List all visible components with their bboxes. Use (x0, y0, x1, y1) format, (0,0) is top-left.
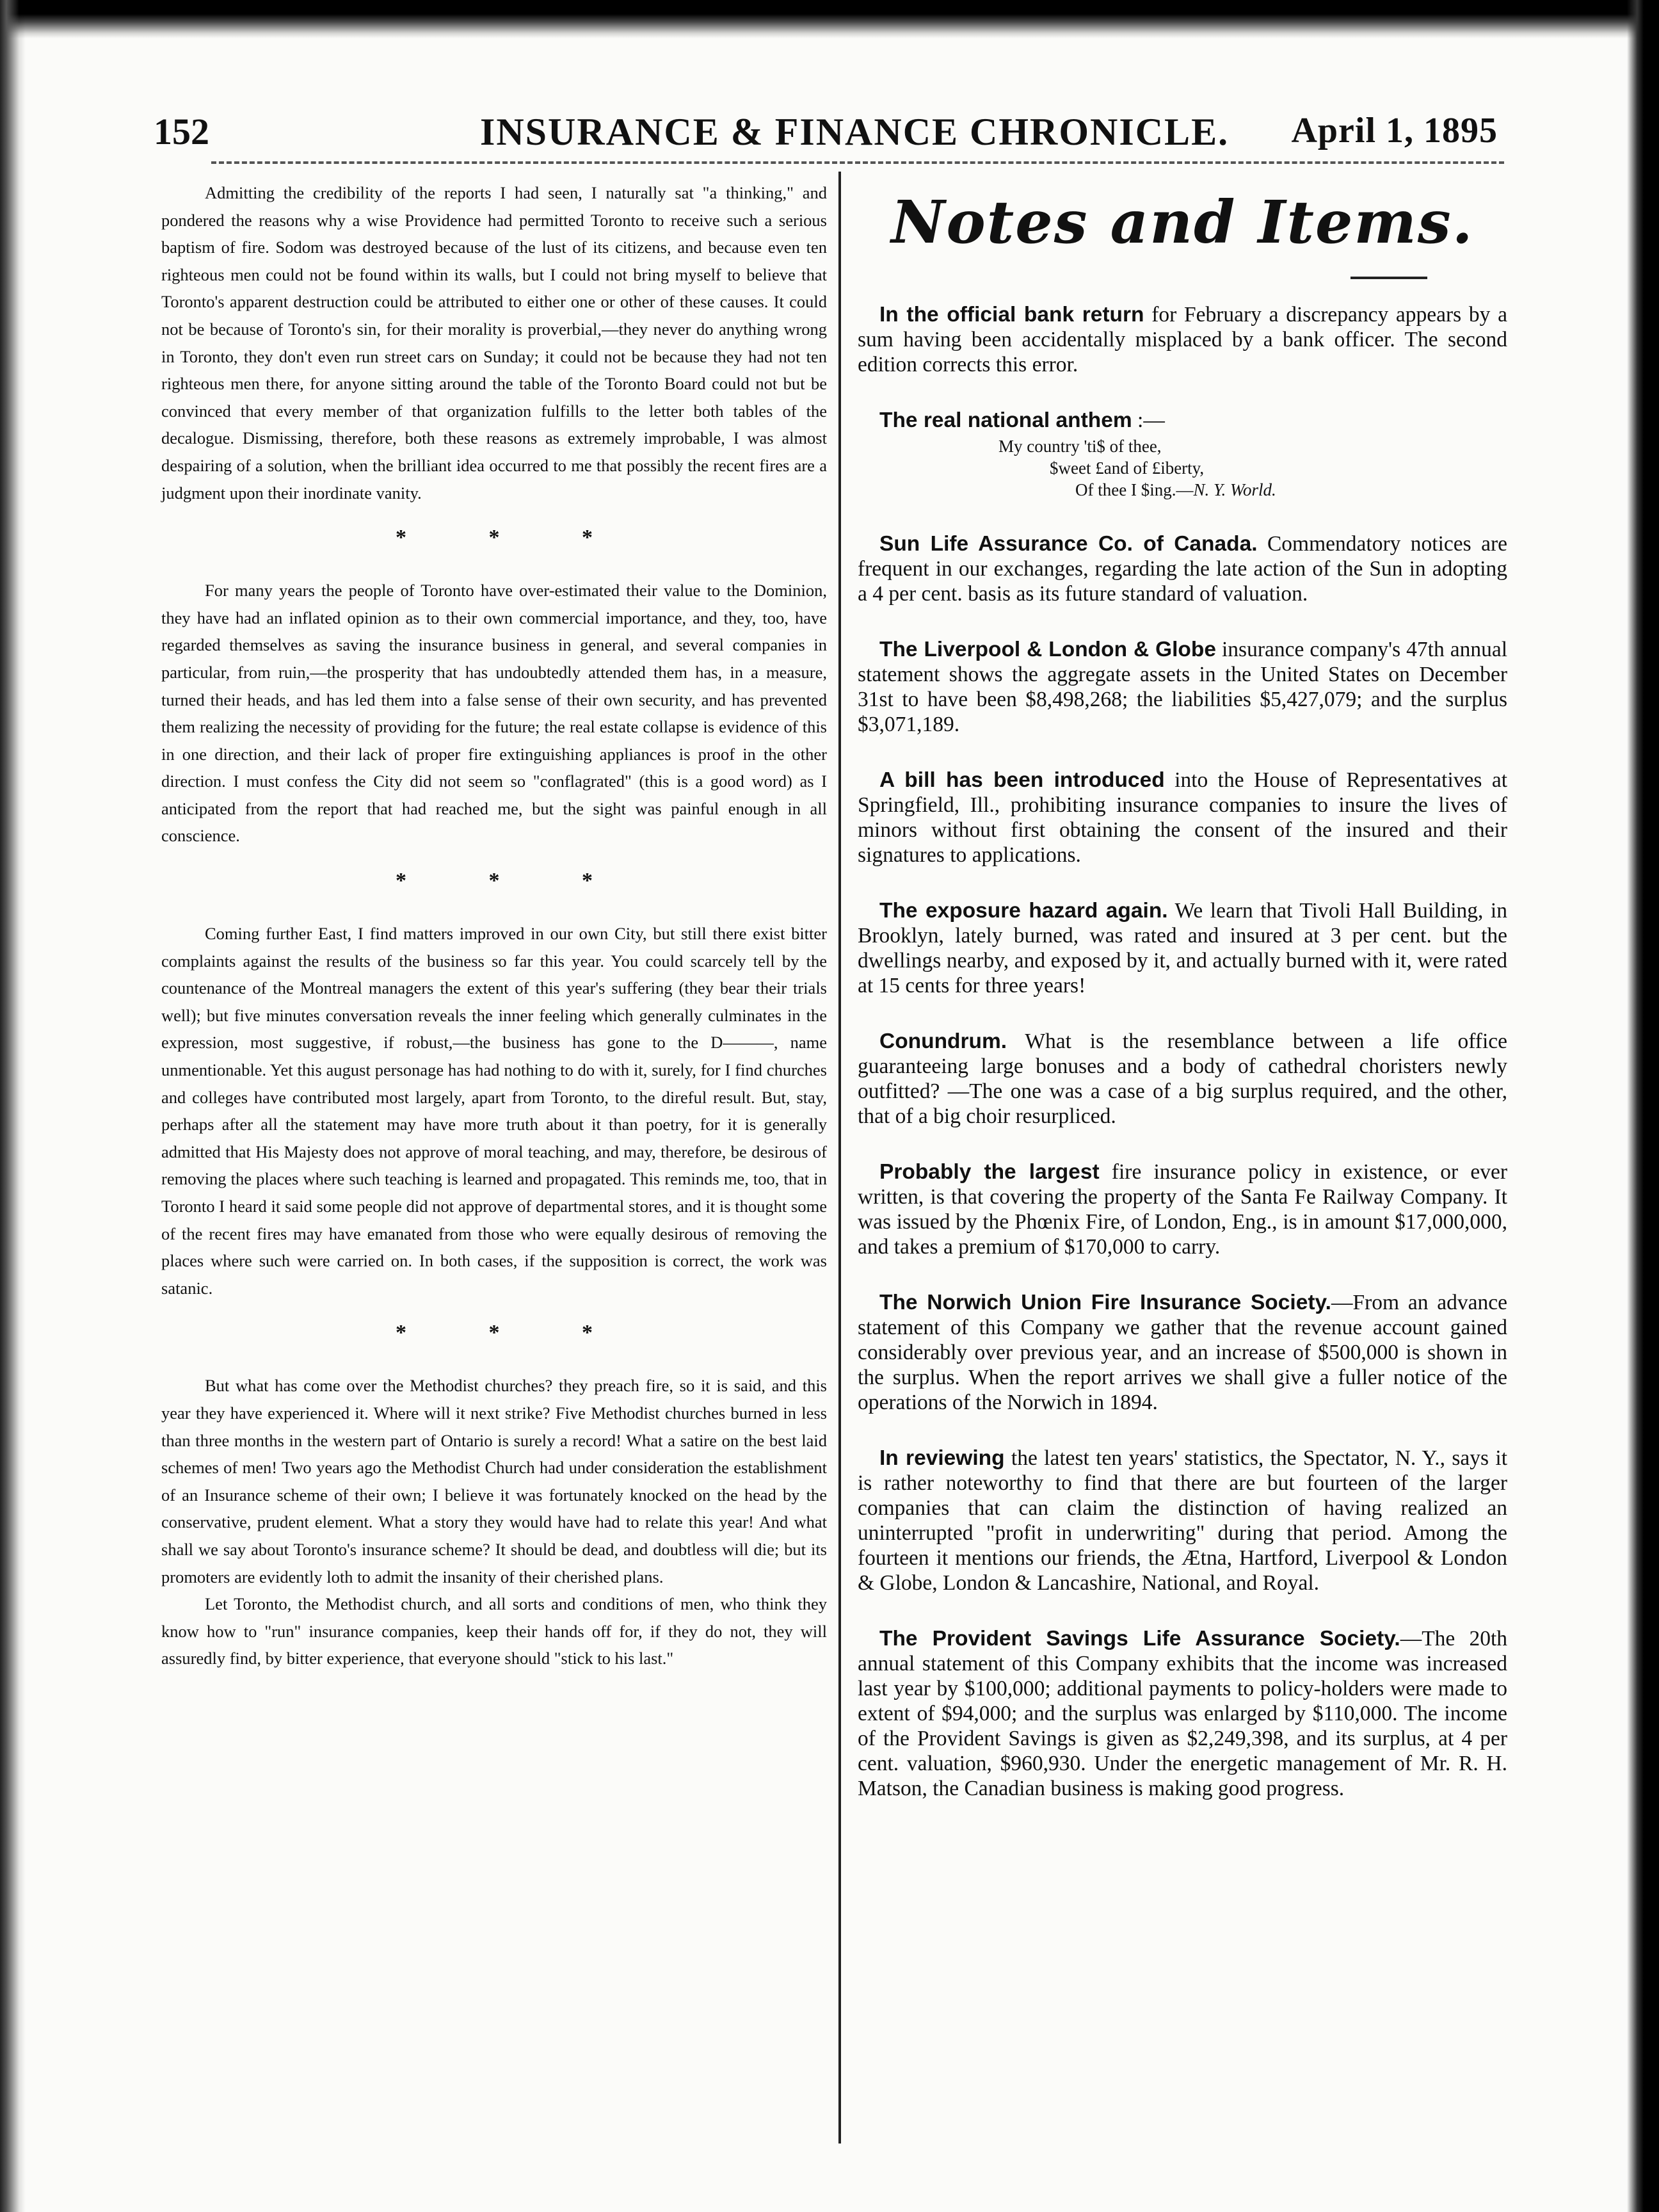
section-separator: * * * (396, 869, 631, 893)
item-body: fire insurance policy in existence, or ever written, is that covering the property of the Santa Fe Railway Company. It was issued by the Phœnix Fire, of London, Eng., is in amount $17,000,000, and takes a premium of $170,000 to carry. (858, 1160, 1508, 1259)
header-rule (211, 161, 1504, 164)
left-column (161, 179, 827, 1672)
section-separator: * * * (396, 1321, 631, 1345)
right-column (858, 174, 1507, 1832)
item-lead: Conundrum. (879, 1029, 1007, 1053)
page-number: 152 (154, 111, 209, 152)
item-lead: The Liverpool & London & Globe (879, 638, 1216, 661)
news-item (858, 768, 1507, 868)
verse-line-text: Of thee I $ing.— (1075, 480, 1194, 499)
anthem-verse (858, 435, 1507, 501)
item-body: for February a discrepancy appears by a sum having been accidentally misplaced by a bank officer. The second edition corrects this error. (858, 303, 1507, 376)
item-body: —From an advance statement of this Company we gather that the revenue account gained considerably over previous year, and an increase of $500,000 is shown in the surplus. When the report arrives we shall give a fuller notice of the operations of the Norwich in 1894. (858, 1291, 1507, 1414)
news-item (858, 408, 1507, 501)
item-body: :— (1132, 408, 1165, 432)
item-lead: In reviewing (879, 1446, 1005, 1470)
scan-edge-right (1627, 0, 1659, 2212)
item-lead: The exposure hazard again. (879, 899, 1168, 923)
news-item (858, 1290, 1507, 1415)
article-paragraph: Admitting the credibility of the reports I had seen, I naturally sat "a thinking," and pondered the reasons why a wise Providence had permitted Toronto to receive such a serious baptism of fire. Sodom was destroyed because of the lust of its citizens, and because even ten righteous men could not be found within its walls, but I could not bring myself to believe that Toronto's apparent destruction could be attributed to either one or other of these causes. It could not be because of Toronto's sin, for their morality is proverbial,—they never do anything wrong in Toronto, they don't even run street cars on Sunday; it could not be because they had not ten righteous men there, for anyone sitting around the table of the Toronto Board could not but be convinced that every member of that organization fulfills to the letter both tables of the decalogue. Dismissing, therefore, both these reasons as extremely improbable, I was almost despairing of a solution, when the brilliant idea occurred to me that possibly the recent fires are a judgment upon their inordinate vanity. (161, 183, 827, 503)
scan-edge-top (0, 0, 1659, 38)
item-lead: Probably the largest (879, 1160, 1100, 1184)
item-lead: The Provident Savings Life Assurance Society. (879, 1627, 1400, 1651)
article-paragraph: Let Toronto, the Methodist church, and all sorts and conditions of men, who think they know how to "run" insurance companies, keep their hands off for, if they do not, they will assuredly find, by bitter experience, that everyone should "stick to his last." (161, 1594, 827, 1668)
verse-attribution: N. Y. World. (1193, 480, 1276, 499)
item-body: Commendatory notices are frequent in our exchanges, regarding the late action of the Sun in adopting a 4 per cent. basis as its future standard of valuation. (858, 532, 1507, 606)
news-item (858, 531, 1507, 606)
item-lead: Sun Life Assurance Co. of Canada. (879, 532, 1258, 556)
news-item (858, 637, 1507, 737)
verse-line: $weet £and of £iberty, (1050, 458, 1205, 478)
item-body: the latest ten years' statistics, the Spectator, N. Y., says it is rather noteworthy to find that there are but fourteen of the larger companies that can claim the distinction of having realized an uninterrupted "profit in underwriting" during that period. Among the fourteen it mentions our friends, the Ætna, Hartford, Liverpool & London & Globe, London & Lancashire, National, and Royal. (858, 1446, 1507, 1595)
article-paragraph: For many years the people of Toronto have over-estimated their value to the Dominion, they have had an inflated opinion as to their own commercial importance, and they, too, have regarded themselves as saving the insurance business in general, and several companies in particular, from ruin,—the prosperity that has undoubtedly attended them has, in a measure, turned their heads, and has led them into a false sense of their own security, and has prevented them realizing the necessity of providing for the future; the real estate collapse is evidence of this in one direction, and their lack of proper fire extinguishing appliances is proof in the other direction. I must confess the City did not seem so "conflagrated" (this is a good word) as I anticipated from the report that had reached me, but the sight was painful enough in all conscience. (161, 581, 827, 846)
news-item (858, 1029, 1507, 1129)
article-paragraph: Coming further East, I find matters improved in our own City, but still there exist bitter complaints against the results of the business so far this year. You could scarcely tell by the countenance of the Montreal managers the extent of this year's suffering (they bear their trials well); but five minutes conversation reveals the inner feeling which generally culminates in the expression, most suggestive, if robust,—the business has gone to the D———, name unmentionable. Yet this august personage has had nothing to do with it, surely, for I find churches and colleges have contributed most largely, apart from Toronto, to the direful result. But, stay, perhaps after all the statement may have more truth about it than poetry, for it is generally admitted that His Majesty does not approve of moral teaching, and may, therefore, be desirous of removing the places where such teaching is learned and propagated. This reminds me, too, that in Toronto I heard it said some people did not approve of departmental stores, and it is thought some of the recent fires may have emanated from those who were equally desirous of removing the places where such were carried on. In both cases, if the supposition is correct, the work was satanic. (161, 924, 827, 1298)
item-lead: The real national anthem (879, 408, 1132, 432)
item-body: into the House of Representatives at Springfield, Ill., prohibiting insurance companies to insure the lives of minors without first obtaining the consent of the insured and their signatures to applications. (858, 768, 1508, 867)
section-separator: * * * (396, 526, 631, 550)
item-lead: A bill has been introduced (879, 768, 1165, 792)
scan-edge-left (0, 0, 26, 2212)
verse-line (858, 479, 1507, 501)
section-heading: Notes and Items. (891, 188, 1474, 257)
news-item (858, 1159, 1507, 1259)
issue-date: April 1, 1895 (1291, 111, 1498, 150)
item-body: What is the resemblance between a life office guaranteeing large bonuses and a body of cathedral choristers newly outfitted? —The one was a case of a big surplus required, and the other, that of a big choir resurpliced. (858, 1029, 1507, 1128)
page-header (154, 110, 1498, 161)
item-body: —The 20th annual statement of this Company exhibits that the income was increased last year by $100,000; additional payments to policy-holders were made to extent of $94,000; and the surplus was enlarged by $110,000. The income of the Provident Savings is given as $2,249,398, and its surplus, at 4 per cent. valuation, $960,930. Under the energetic management of Mr. R. H. Matson, the Canadian business is making good progress. (858, 1627, 1508, 1800)
item-body: We learn that Tivoli Hall Building, in Brooklyn, lately burned, was rated and insured at 3 per cent. but the dwellings nearby, and exposed by it, and actually burned with it, were rated at 15 cents for three years! (858, 899, 1507, 997)
news-item (858, 302, 1507, 377)
verse-line: My country 'ti$ of thee, (998, 437, 1162, 456)
heading-rule (1350, 277, 1427, 279)
item-body: insurance company's 47th annual statement shows the aggregate assets in the United States on December 31st to have been $8,498,268; the liabilities $5,427,079; and the surplus $3,071,189. (858, 638, 1508, 736)
news-item (858, 898, 1507, 998)
journal-title: INSURANCE & FINANCE CHRONICLE. (480, 111, 1230, 153)
item-lead: In the official bank return (879, 303, 1144, 327)
article-paragraph: But what has come over the Methodist churches? they preach fire, so it is said, and this year they have experienced it. Where will it next strike? Five Methodist churches burned in less than three months in the western part of Ontario is surely a record! What a satire on the best laid schemes of men! Two years ago the Methodist Church had under consideration the establishment of an Insurance scheme of their own; I believe it was fortunately knocked on the head by the conservative, prudent element. What a story they would have had to relate this year! And what shall we say about Toronto's insurance scheme? It should be dead, and doubtless will die; but its promoters are evidently loth to admit the insanity of their cherished plans. (161, 1376, 827, 1586)
news-item (858, 1626, 1507, 1801)
column-divider (838, 172, 841, 2143)
news-item (858, 1446, 1507, 1595)
item-lead: The Norwich Union Fire Insurance Society. (879, 1291, 1331, 1314)
